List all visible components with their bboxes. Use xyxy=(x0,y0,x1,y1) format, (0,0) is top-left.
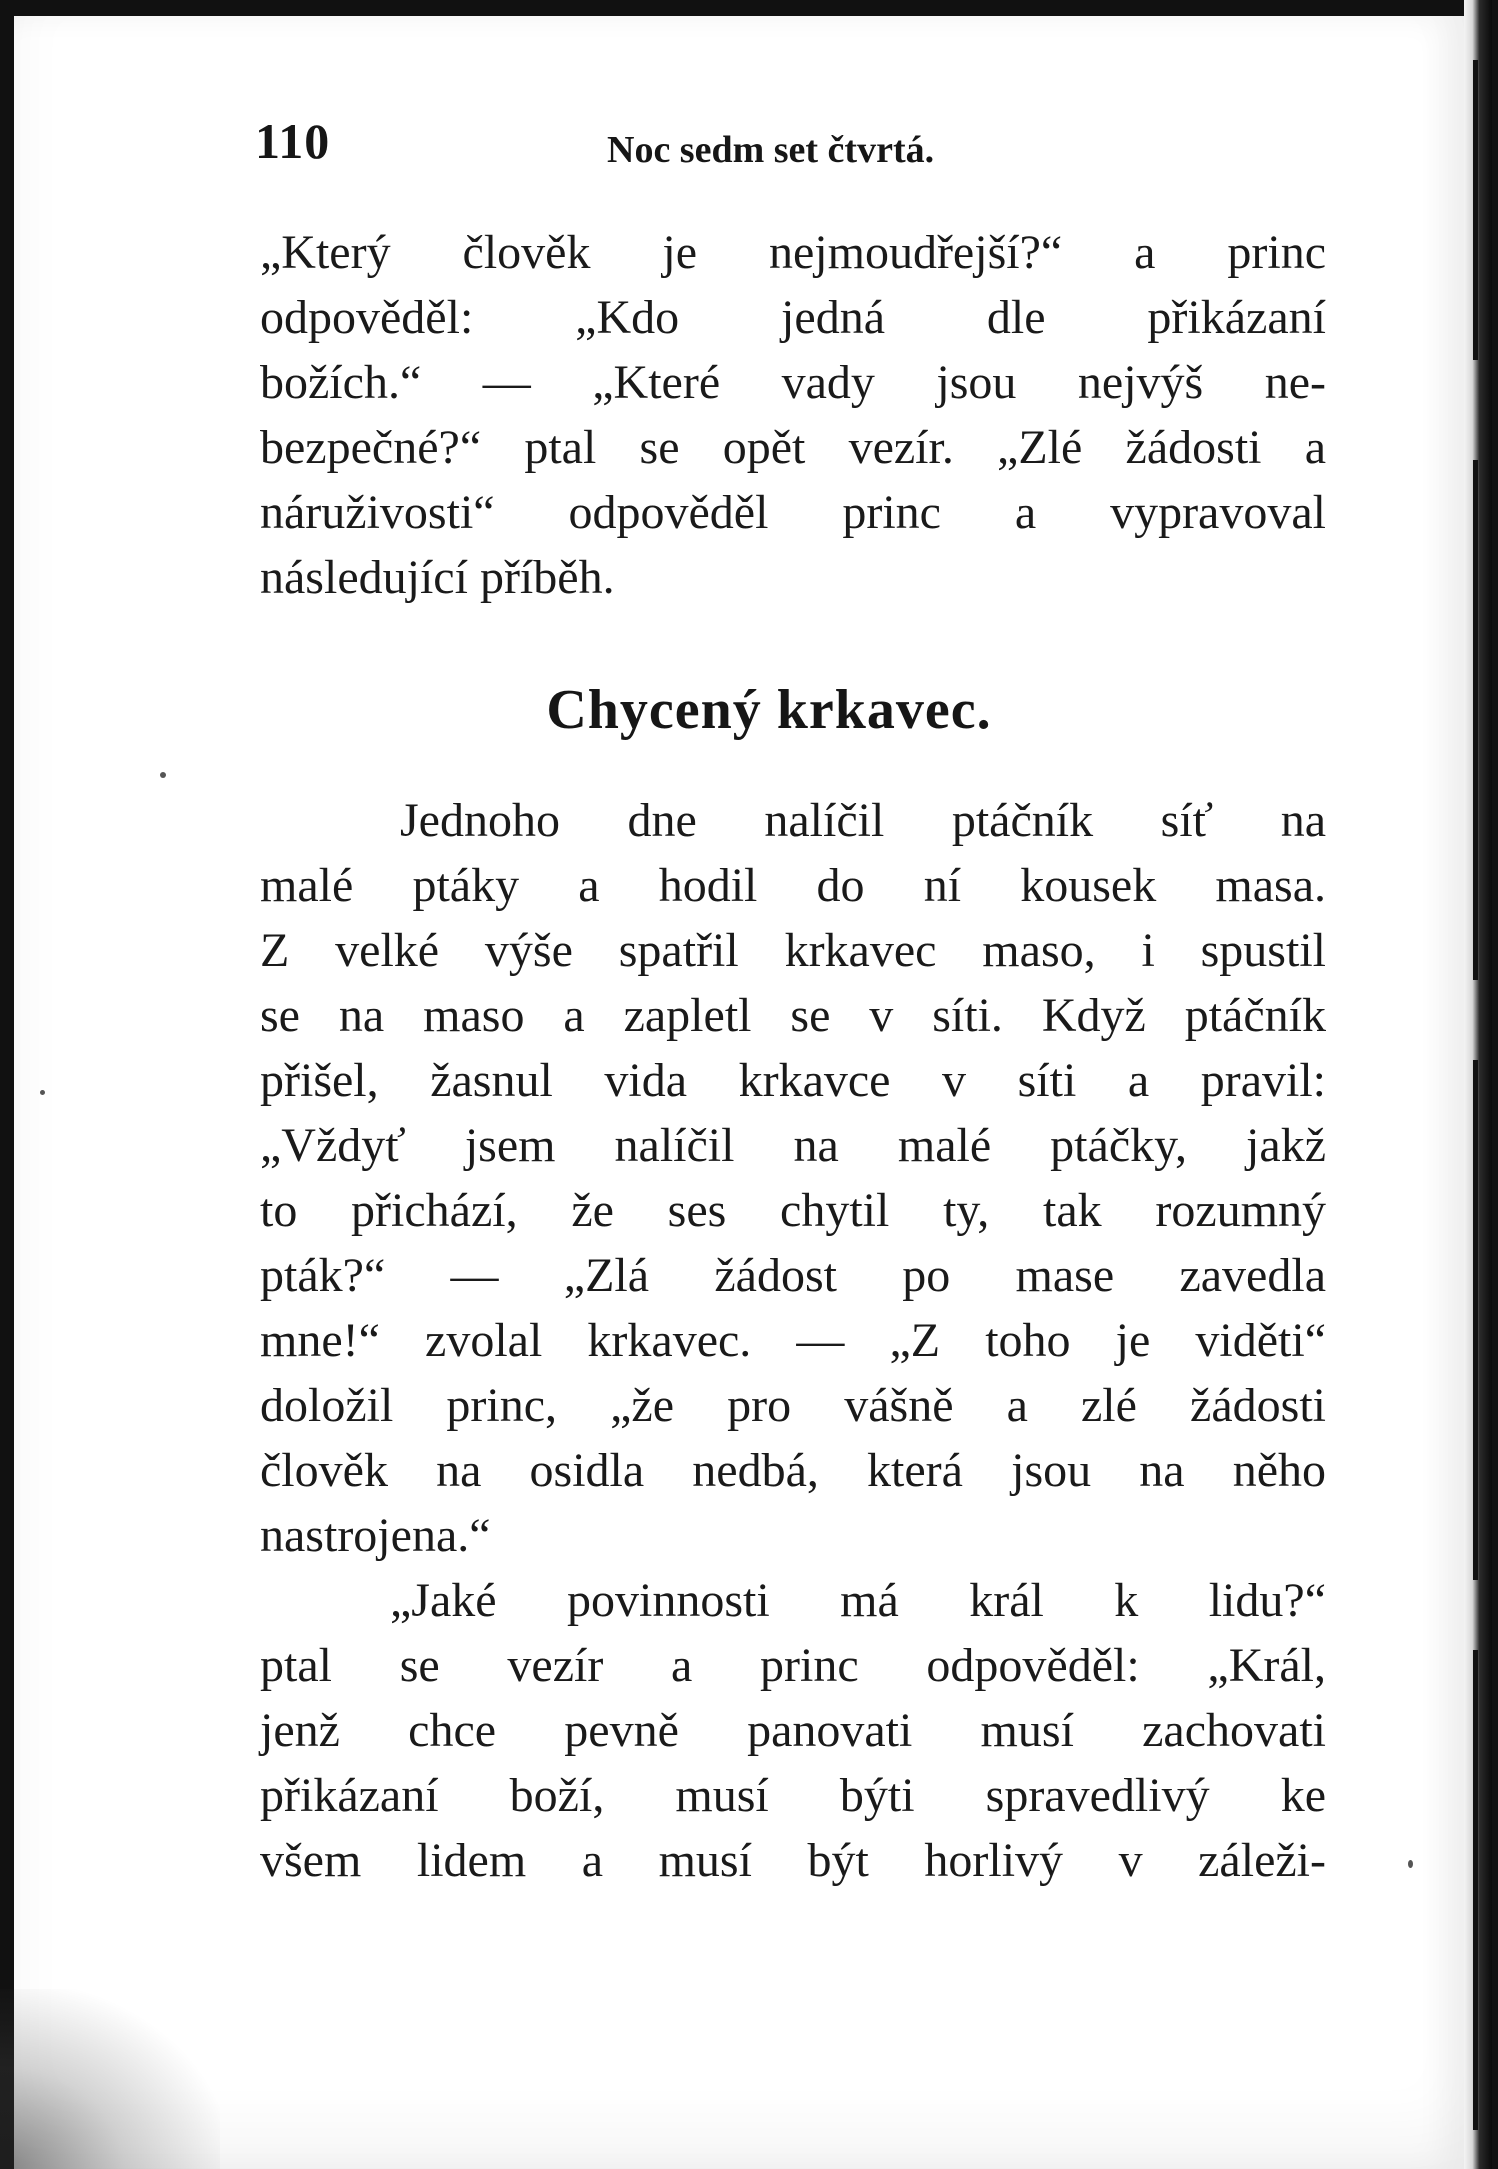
text-line: přišel, žasnul vida krkavce v síti a pravil: xyxy=(260,1054,1326,1107)
page-binding-edge xyxy=(1464,0,1492,2169)
intro-paragraph xyxy=(260,220,1326,610)
text-line: bezpečné?“ ptal se opět vezír. „Zlé žádosti a xyxy=(260,421,1326,474)
text-line: pták?“ — „Zlá žádost po mase zavedla xyxy=(260,1249,1326,1302)
text-line: náruživosti“ odpověděl princ a vypravoval xyxy=(260,486,1326,539)
story-heading xyxy=(0,678,1498,742)
text-line: božích.“ — „Které vady jsou nejvýš ne- xyxy=(260,356,1326,409)
binding-rule-lower xyxy=(1473,1060,1478,1580)
text-line: „Vždyť jsem nalíčil na malé ptáčky, jakž xyxy=(260,1119,1326,1172)
text-line: doložil princ, „že pro vášně a zlé žádosti xyxy=(260,1379,1326,1432)
text-line: člověk na osidla nedbá, která jsou na něho xyxy=(260,1444,1326,1497)
page-number: 110 xyxy=(255,113,331,169)
text-line: jenž chce pevně panovati musí zachovati xyxy=(260,1704,1326,1757)
ink-speck xyxy=(160,772,166,778)
text-line: mne!“ zvolal krkavec. — „Z toho je viděti“ xyxy=(260,1314,1326,1367)
running-title: Noc sedm set čtvrtá. xyxy=(607,129,935,171)
text-line: malé ptáky a hodil do ní kousek masa. xyxy=(260,859,1326,912)
text-line: Z velké výše spatřil krkavec maso, i spustil xyxy=(260,924,1326,977)
text-line: všem lidem a musí být horlivý v záleži- xyxy=(260,1834,1326,1887)
binding-rule-top xyxy=(1473,60,1478,360)
text-line: to přichází, že ses chytil ty, tak rozumný xyxy=(260,1184,1326,1237)
ink-speck xyxy=(40,1090,45,1095)
story-paragraph xyxy=(260,788,1326,1568)
ink-speck xyxy=(1408,1860,1413,1868)
text-line: Jednoho dne nalíčil ptáčník síť na xyxy=(400,794,1326,847)
text-line: „Jaké povinnosti má král k lidu?“ xyxy=(390,1574,1326,1627)
text-line: následující příběh. xyxy=(260,551,615,604)
text-line: ptal se vezír a princ odpověděl: „Král, xyxy=(260,1639,1326,1692)
page-header xyxy=(255,112,1335,172)
text-line: odpověděl: „Kdo jedná dle přikázaní xyxy=(260,291,1326,344)
text-line: nastrojena.“ xyxy=(260,1509,491,1562)
story-heading-text: Chycený krkavec. xyxy=(546,679,992,741)
text-line: „Který člověk je nejmoudřejší?“ a princ xyxy=(260,226,1326,279)
text-line: se na maso a zapletl se v síti. Když ptáčník xyxy=(260,989,1326,1042)
binding-rule-bottom xyxy=(1473,1650,1478,2130)
closing-paragraph xyxy=(260,1568,1326,1893)
page-corner-stain xyxy=(0,1989,220,2169)
text-line: přikázaní boží, musí býti spravedlivý ke xyxy=(260,1769,1326,1822)
